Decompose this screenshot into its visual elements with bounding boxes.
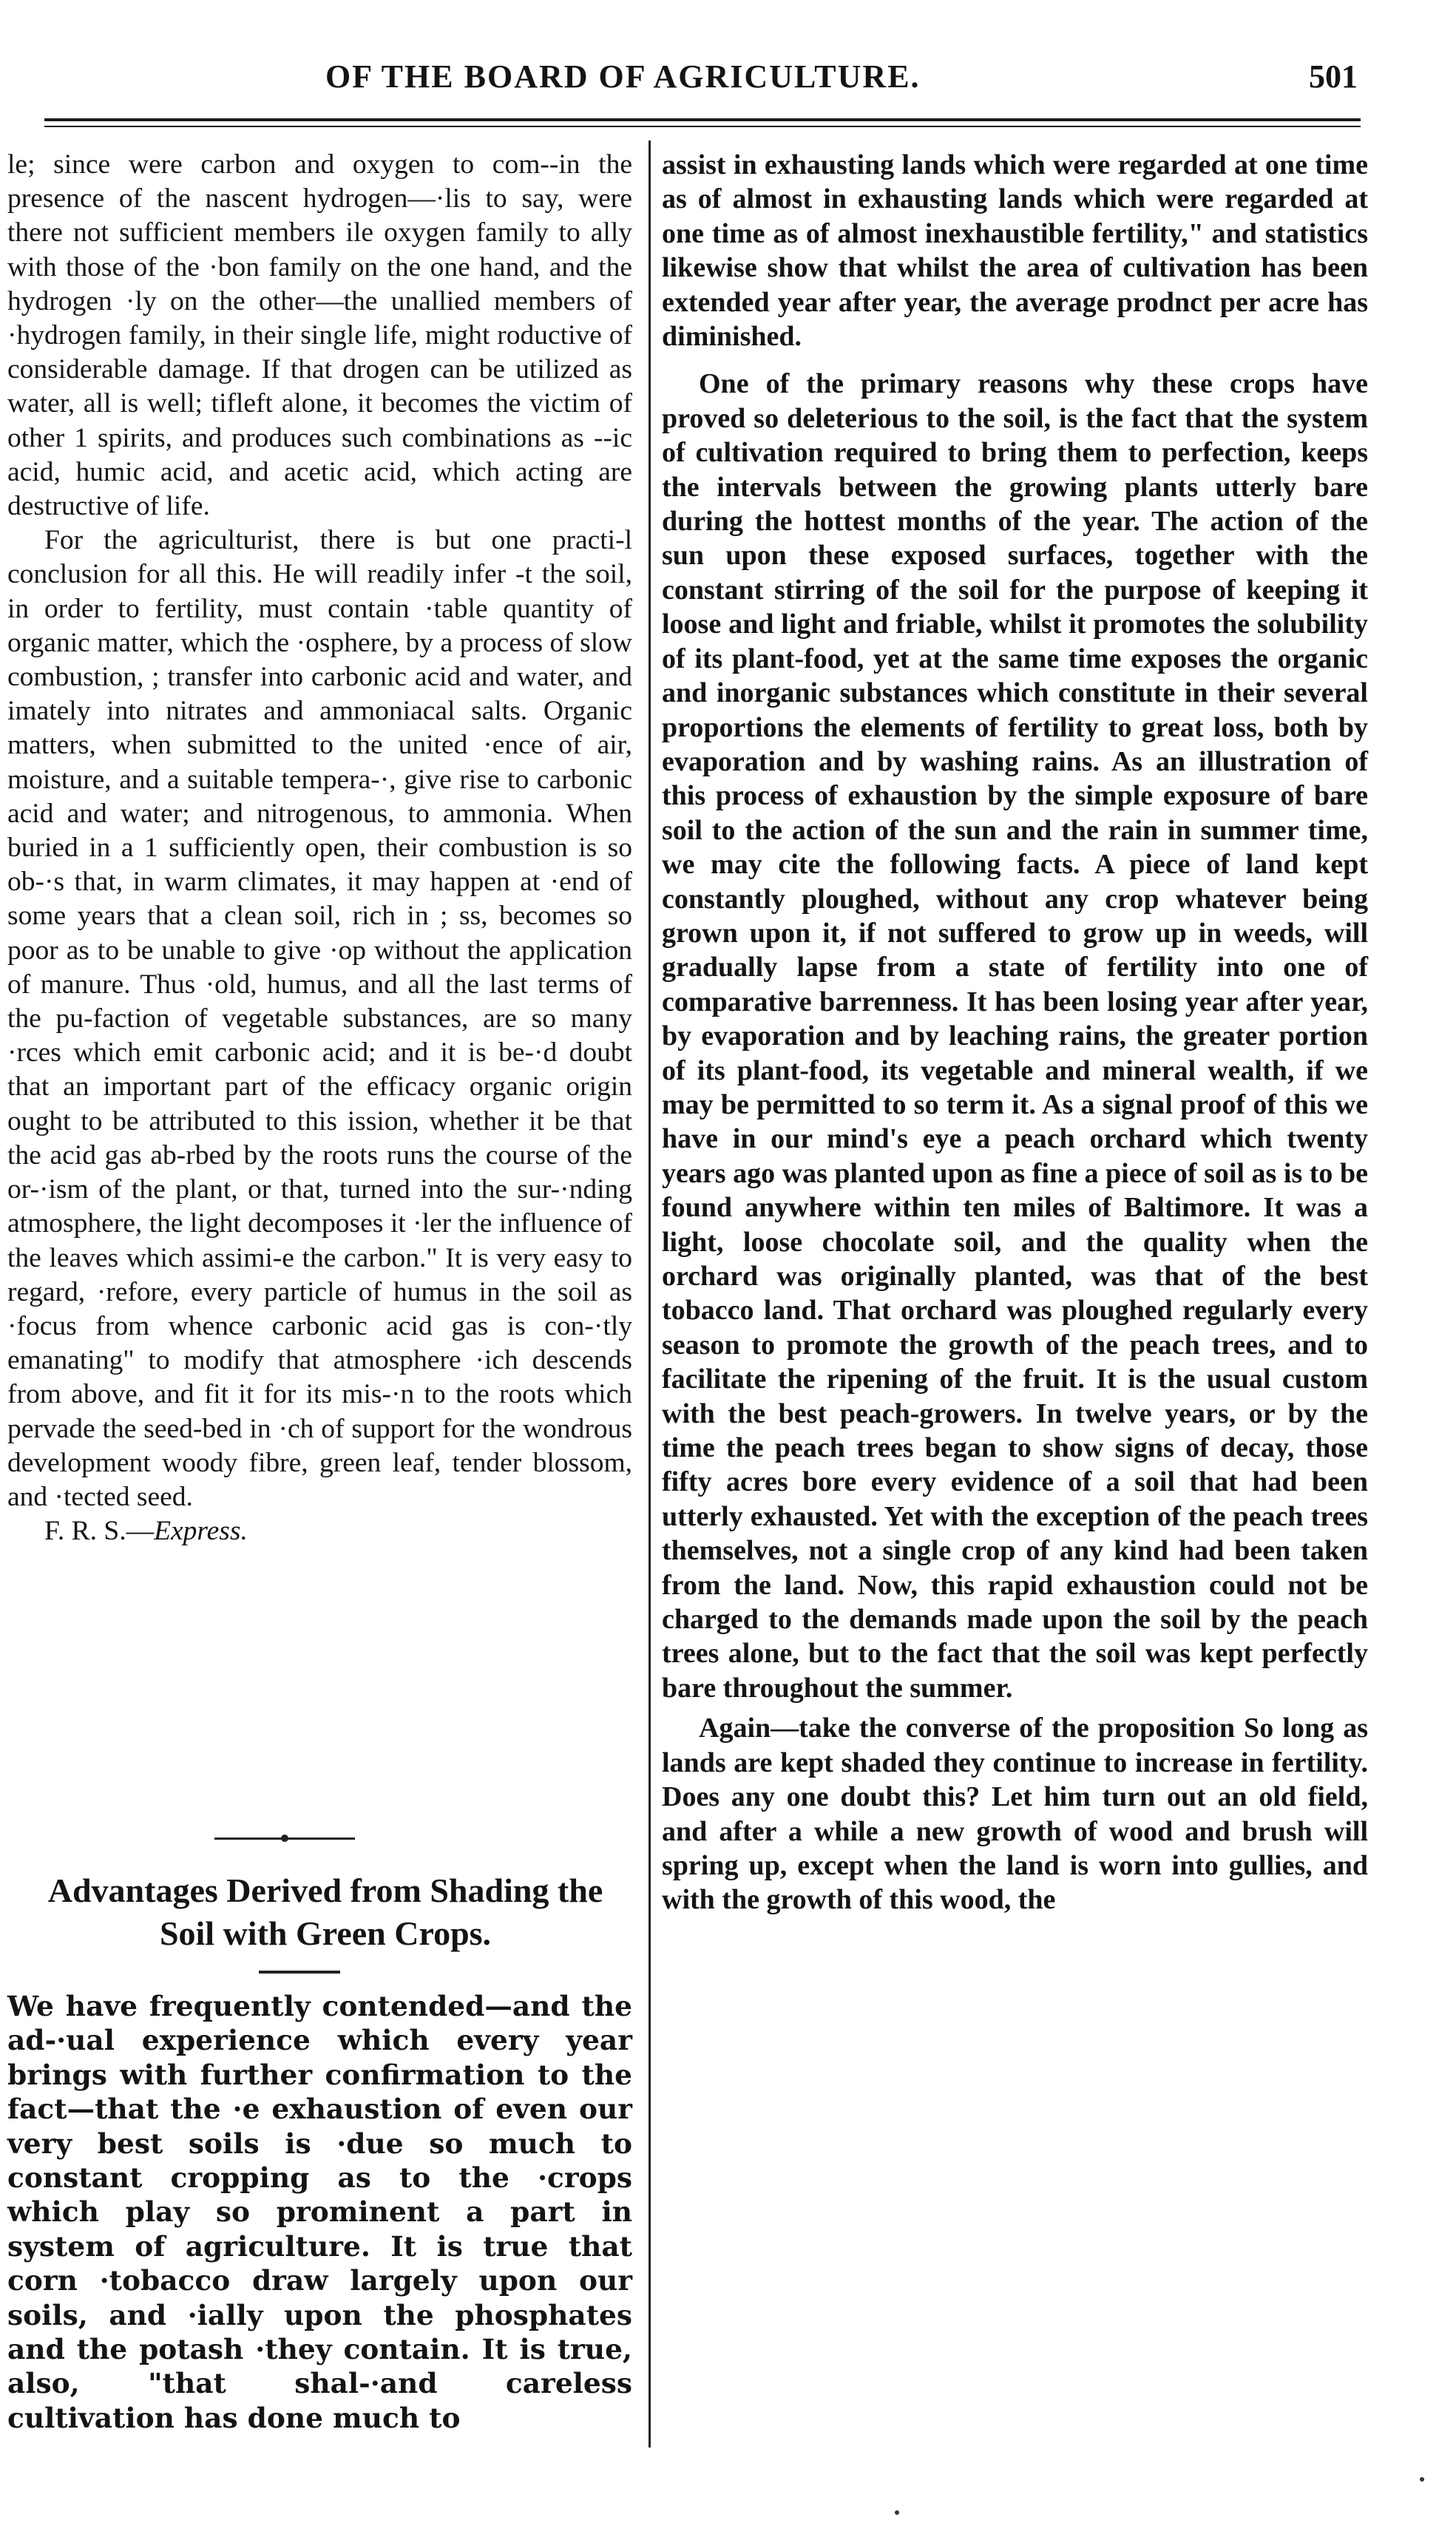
page-number: 501 xyxy=(1309,58,1358,95)
left-column xyxy=(7,148,632,1548)
print-speck xyxy=(895,2510,899,2515)
article-title: Advantages Derived from Shading the Soil with Green Crops. xyxy=(47,1872,603,1952)
right-paragraph-3: Again—take the converse of the proposition So long as lands are kept shaded they continue to increase in fertility. Does any one doubt this? Let him turn out an old field, and after a while a new growth of wood and brush will spring up, except when the land is worn into gullies, and with the growth of this wood, the xyxy=(662,1713,1368,1916)
right-column xyxy=(662,148,1368,1917)
title-rule xyxy=(259,1971,340,1974)
page-header xyxy=(0,52,1456,104)
right-paragraph-1: assist in exhausting lands which were regarded at one time as of almost in exhausting lands which were regarded at one time as of almost inexhaustible fertility," and statistics likewise show that whilst the area of cultivation has been extended year after year, the average prodnct per acre has diminished. xyxy=(662,149,1368,353)
signature-line xyxy=(7,1514,632,1548)
running-title: OF THE BOARD OF AGRICULTURE. xyxy=(325,58,921,95)
left-paragraph-1: le; since were carbon and oxygen to com--in the presence of the nascent hydrogen—·lis to say, were there not sufficient members ile oxygen family to ally with those of the ·bon family on the one hand, and the hydrogen ·ly on the other—the unallied members of ·hydrogen family, in their single life, might roductive of considerable damage. If that drogen can be utilized as water, all is well; tifleft alone, it becomes the victim of other 1 spirits, and produces such combinations as --ic acid, humic acid, and acetic acid, which acting are destructive of life. xyxy=(7,149,632,522)
signature-prefix: F. R. S.— xyxy=(44,1516,155,1547)
article-body xyxy=(7,1989,632,2435)
header-rule-thin xyxy=(44,126,1361,127)
divider-ornament xyxy=(281,1835,288,1842)
column-divider xyxy=(649,140,651,2448)
right-paragraph-2: One of the primary reasons why these crops have proved so deleterious to the soil, is the fact that the system of cultivation required to bring them to perfection, keeps the intervals between the growing plants utterly bare during the hottest months of the year. The action of the sun upon these exposed surfaces, together with the constant stirring of the soil for the purpose of keeping it loose and light and friable, whilst it promotes the solubility of its plant-food, yet at the same time exposes the organic and inorganic substances which constitute in their several proportions the elements of fertility to great loss, both by evaporation and by washing rains. As an illustration of this process of exhaustion by the simple exposure of bare soil to the action of the sun and the rain in summer time, we may cite the following facts. A piece of land kept constantly ploughed, without any crop whatever being grown upon it, if not suffered to grow up in weeds, will gradually lapse from a state of fertility into one of comparative barrenness. It has been losing year after year, by evaporation and by leaching rains, the greater portion of its plant-food, its vegetable and mineral wealth, if we may be permitted to so term it. As a signal proof of this we have in our mind's eye a peach orchard which twenty years ago was planted upon as fine a piece of soil as is to be found anywhere within ten miles of Baltimore. It was a light, loose chocolate soil, and the quality when the orchard was originally planted, was that of the best tobacco land. That orchard was ploughed regularly every season to promote the growth of the peach trees, and to facilitate the ripening of the fruit. It is the usual custom with the best peach-growers. In twelve years, or by the time the peach trees began to show signs of decay, those fifty acres bore every evidence of a soil that had been utterly exhausted. Yet with the exception of the peach trees themselves, not a single crop of any kind had been taken from the land. Now, this rapid exhaustion could not be charged to the demands made upon the soil by the peach trees alone, but to the fact that the soil was kept perfectly bare throughout the summer. xyxy=(662,368,1368,1704)
left-paragraph-2: For the agriculturist, there is but one practi-l conclusion for all this. He will readily infer -t the soil, in order to fertility, must contain ·table quantity of organic matter, which the ·osphere, by a process of slow combustion, ; transfer into carbonic acid and water, and imately into nitrates and ammoniacal salts. Organic matters, when submitted to the united ·ence of air, moisture, and a suitable tempera-·, give rise to carbonic acid and water; and nitrogenous, to ammonia. When buried in a 1 sufficiently open, their combustion is so ob-·s that, in warm climates, it may happen at ·end of some years that a clean soil, rich in ; ss, becomes so poor as to be unable to give ·op without the application of manure. Thus ·old, humus, and all the last terms of the pu-faction of vegetable substances, are so many ·rces which emit carbonic acid; and it is be-·d doubt that an important part of the efficacy organic origin ought to be attributed to this ission, whether it be that the acid gas ab-rbed by the roots runs the course of the or-·ism of the plant, or that, turned into the sur-·nding atmosphere, the light decomposes it ·ler the influence of the leaves which assimi-e the carbon." It is very easy to regard, ·refore, every particle of humus in the soil as ·focus from whence carbonic acid gas is con-·tly emanating" to modify that atmosphere ·ich descends from above, and fit it for its mis-·n to the roots which pervade the seed-bed in ·ch of support for the wondrous development woody fibre, green leaf, tender blossom, and ·tected seed. xyxy=(7,525,632,1512)
header-rule xyxy=(44,118,1361,121)
print-speck xyxy=(1420,2477,1424,2482)
signature-source: Express. xyxy=(154,1516,248,1547)
article-paragraph-1: We have frequently contended—and the ad-·ual experience which every year brings with further confirmation to the fact—that the ·e exhaustion of even our very best soils is ·due so much to constant cropping as to the ·crops which play so prominent a part in system of agriculture. It is true that corn ·tobacco draw largely upon our soils, and ·ially upon the phosphates and the potash ·they contain. It is true, also, "that shal-·and careless cultivation has done much to xyxy=(7,1990,632,2434)
